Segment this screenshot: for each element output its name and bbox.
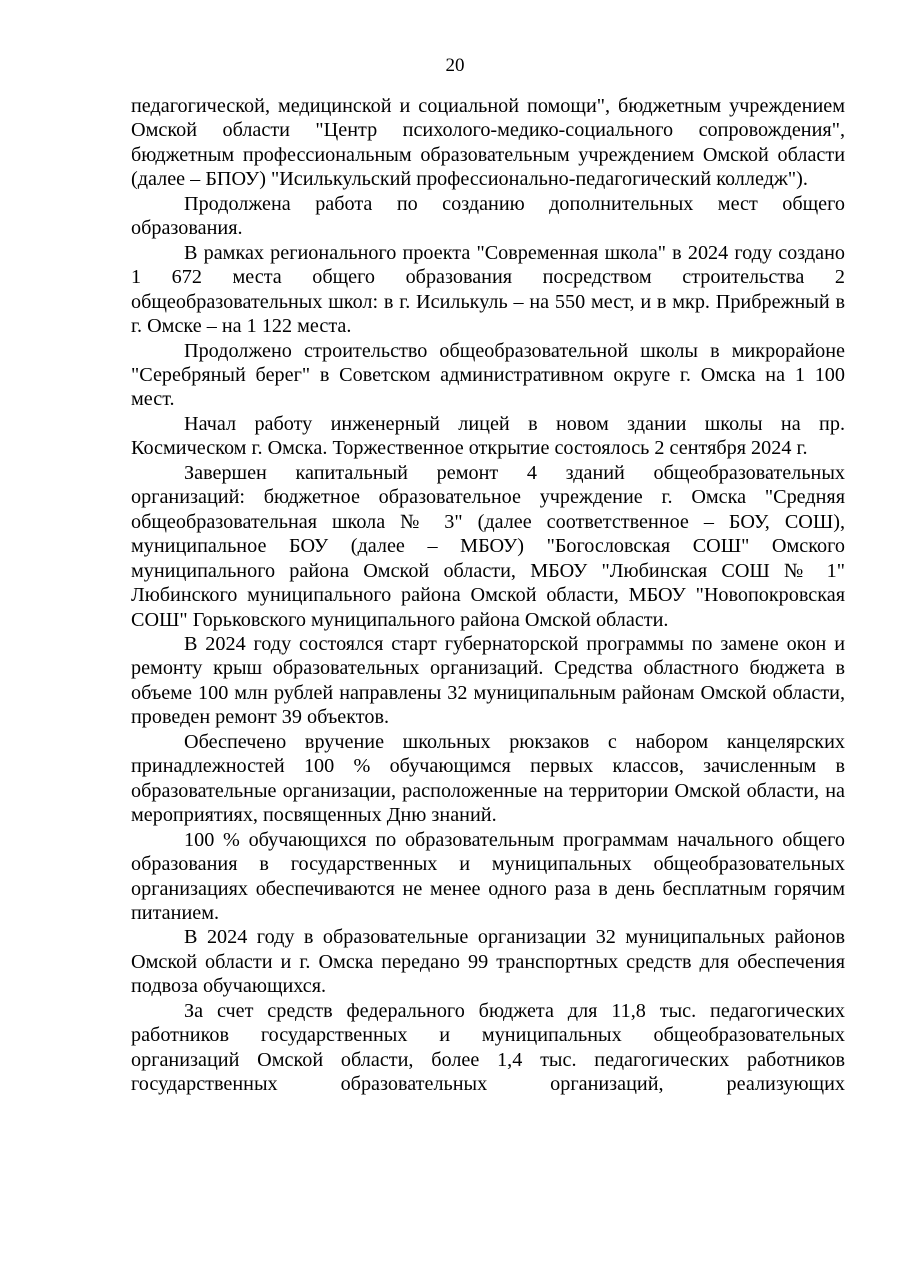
paragraph: Обеспечено вручение школьных рюкзаков с набором канцелярских принадлежностей 100 % обучающимся первых классов, зачисленным в образовательные организации, расположенные на территории Омской области, на мероприятиях, посвященных Дню знаний. (131, 730, 845, 827)
paragraph: Продолжена работа по созданию дополнительных мест общего образования. (131, 192, 845, 240)
paragraph: Продолжено строительство общеобразовательной школы в микрорайоне "Серебряный берег" в Советском административном округе г. Омска на 1 100 мест. (131, 339, 845, 411)
paragraph: В рамках регионального проекта "Современная школа" в 2024 году создано 1 672 места общего образования посредством строительства 2 общеобразовательных школ: в г. Исилькуль – на 550 мест, и в мкр. Прибрежный в г. Омске – на 1 122 места. (131, 241, 845, 338)
paragraph-continues-next-page: За счет средств федерального бюджета для 11,8 тыс. педагогических работников государственных и муниципальных общеобразовательных организаций Омской области, более 1,4 тыс. педагогических работников государственных образовательных организаций, реализующих (131, 999, 845, 1096)
page-number: 20 (445, 55, 465, 76)
paragraph: В 2024 году в образовательные организации 32 муниципальных районов Омской области и г. Омска передано 99 транспортных средств для обеспечения подвоза обучающихся. (131, 926, 845, 998)
paragraph: 100 % обучающихся по образовательным программам начального общего образования в государственных и муниципальных общеобразовательных организациях обеспечиваются не менее одного раза в день бесплатным горячим питанием. (131, 828, 845, 924)
paragraph: Начал работу инженерный лицей в новом здании школы на пр. Космическом г. Омска. Торжественное открытие состоялось 2 сентября 2024 г. (131, 412, 845, 460)
paragraph-continued: педагогической, медицинской и социальной помощи", бюджетным учреждением Омской области "Центр психолого-медико-социального сопровождения", бюджетным профессиональным образовательным учреждением Омской области (далее – БПОУ) "Исилькульский профессионально-педагогический колледж"). (131, 95, 845, 191)
paragraph: В 2024 году состоялся старт губернаторской программы по замене окон и ремонту крыш образовательных организаций. Средства областного бюджета в объеме 100 млн рублей направлены 32 муниципальным районам Омской области, проведен ремонт 39 объектов. (131, 632, 845, 729)
document-body (131, 94, 845, 1097)
paragraph: Завершен капитальный ремонт 4 зданий общеобразовательных организаций: бюджетное образовательное учреждение г. Омска "Средняя общеобразовательная школа № 3" (далее соответственное – БОУ, СОШ), муниципальное БОУ (далее – МБОУ) "Богословская СОШ" Омского муниципального района Омской области, МБОУ "Любинская СОШ № 1" Любинского муниципального района Омской области, МБОУ "Новопокровская СОШ" Горьковского муниципального района Омской области. (131, 461, 845, 631)
